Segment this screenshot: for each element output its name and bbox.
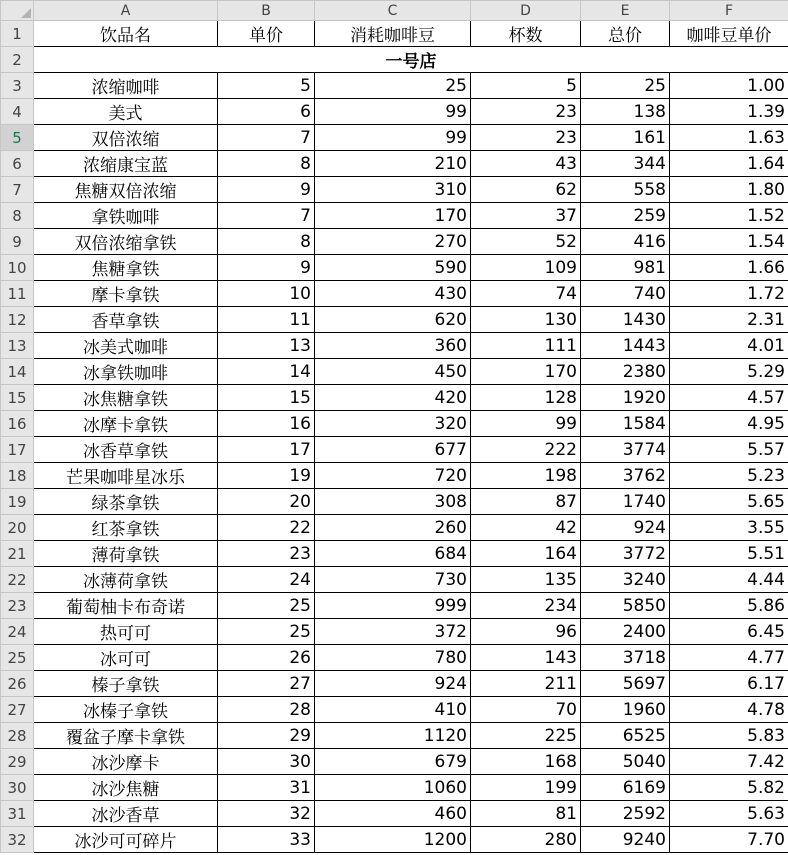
number-cell[interactable]: 7.70 bbox=[670, 827, 788, 853]
row-header-3[interactable]: 3 bbox=[1, 73, 34, 99]
table-row bbox=[1, 619, 788, 645]
table-row bbox=[1, 645, 788, 671]
number-cell[interactable]: 13 bbox=[218, 333, 315, 359]
row-header-23[interactable]: 23 bbox=[1, 593, 34, 619]
number-cell[interactable]: 677 bbox=[315, 437, 471, 463]
row-header-22[interactable]: 22 bbox=[1, 567, 34, 593]
number-cell[interactable]: 1740 bbox=[581, 489, 670, 515]
number-cell[interactable]: 5.57 bbox=[670, 437, 788, 463]
row-header-24[interactable]: 24 bbox=[1, 619, 34, 645]
number-cell[interactable]: 23 bbox=[471, 99, 581, 125]
number-cell[interactable]: 5.63 bbox=[670, 801, 788, 827]
number-cell[interactable]: 924 bbox=[315, 671, 471, 697]
number-cell[interactable]: 24 bbox=[218, 567, 315, 593]
number-cell[interactable]: 740 bbox=[581, 281, 670, 307]
table-row bbox=[1, 99, 788, 125]
drink-name-cell[interactable]: 冰拿铁咖啡 bbox=[34, 359, 218, 385]
row-header-20[interactable]: 20 bbox=[1, 515, 34, 541]
number-cell[interactable]: 679 bbox=[315, 749, 471, 775]
column-header-d[interactable]: D bbox=[471, 1, 581, 21]
table-row bbox=[1, 73, 788, 99]
drink-name-cell[interactable]: 冰榛子拿铁 bbox=[34, 697, 218, 723]
number-cell[interactable]: 27 bbox=[218, 671, 315, 697]
number-cell[interactable]: 43 bbox=[471, 151, 581, 177]
number-cell[interactable]: 1960 bbox=[581, 697, 670, 723]
number-cell[interactable]: 684 bbox=[315, 541, 471, 567]
number-cell[interactable]: 7.42 bbox=[670, 749, 788, 775]
number-cell[interactable]: 1584 bbox=[581, 411, 670, 437]
table-row bbox=[1, 307, 788, 333]
number-cell[interactable]: 3.55 bbox=[670, 515, 788, 541]
number-cell[interactable]: 5.83 bbox=[670, 723, 788, 749]
drink-name-cell[interactable]: 冰可可 bbox=[34, 645, 218, 671]
store-title-cell[interactable]: 一号店 bbox=[34, 47, 788, 73]
number-cell[interactable]: 6169 bbox=[581, 775, 670, 801]
number-cell[interactable]: 3772 bbox=[581, 541, 670, 567]
row-header-12[interactable]: 12 bbox=[1, 307, 34, 333]
number-cell[interactable]: 310 bbox=[315, 177, 471, 203]
row-header-8[interactable]: 8 bbox=[1, 203, 34, 229]
number-cell[interactable]: 87 bbox=[471, 489, 581, 515]
row-header-9[interactable]: 9 bbox=[1, 229, 34, 255]
number-cell[interactable]: 1.72 bbox=[670, 281, 788, 307]
number-cell[interactable]: 10 bbox=[218, 281, 315, 307]
number-cell[interactable]: 6.45 bbox=[670, 619, 788, 645]
number-cell[interactable]: 28 bbox=[218, 697, 315, 723]
number-cell[interactable]: 5 bbox=[218, 73, 315, 99]
row-header-18[interactable]: 18 bbox=[1, 463, 34, 489]
number-cell[interactable]: 199 bbox=[471, 775, 581, 801]
number-cell[interactable]: 30 bbox=[218, 749, 315, 775]
table-row bbox=[1, 723, 788, 749]
number-cell[interactable]: 1.63 bbox=[670, 125, 788, 151]
table-row bbox=[1, 437, 788, 463]
number-cell[interactable]: 99 bbox=[315, 99, 471, 125]
drink-name-cell[interactable]: 冰香草拿铁 bbox=[34, 437, 218, 463]
row-header-31[interactable]: 31 bbox=[1, 801, 34, 827]
number-cell[interactable]: 2400 bbox=[581, 619, 670, 645]
number-cell[interactable]: 37 bbox=[471, 203, 581, 229]
number-cell[interactable]: 22 bbox=[218, 515, 315, 541]
number-cell[interactable]: 260 bbox=[315, 515, 471, 541]
header-cell[interactable]: 单价 bbox=[218, 21, 315, 47]
number-cell[interactable]: 52 bbox=[471, 229, 581, 255]
row-header-27[interactable]: 27 bbox=[1, 697, 34, 723]
number-cell[interactable]: 210 bbox=[315, 151, 471, 177]
table-row bbox=[1, 125, 788, 151]
table-row bbox=[1, 177, 788, 203]
number-cell[interactable]: 8 bbox=[218, 151, 315, 177]
number-cell[interactable]: 410 bbox=[315, 697, 471, 723]
table-row bbox=[1, 333, 788, 359]
number-cell[interactable]: 730 bbox=[315, 567, 471, 593]
row-header-11[interactable]: 11 bbox=[1, 281, 34, 307]
column-header-e[interactable]: E bbox=[581, 1, 670, 21]
column-header-b[interactable]: B bbox=[218, 1, 315, 21]
number-cell[interactable]: 29 bbox=[218, 723, 315, 749]
number-cell[interactable]: 23 bbox=[218, 541, 315, 567]
number-cell[interactable]: 3774 bbox=[581, 437, 670, 463]
number-cell[interactable]: 1060 bbox=[315, 775, 471, 801]
number-cell[interactable]: 4.77 bbox=[670, 645, 788, 671]
number-cell[interactable]: 1443 bbox=[581, 333, 670, 359]
number-cell[interactable]: 280 bbox=[471, 827, 581, 853]
number-cell[interactable]: 1430 bbox=[581, 307, 670, 333]
number-cell[interactable]: 17 bbox=[218, 437, 315, 463]
number-cell[interactable]: 1920 bbox=[581, 385, 670, 411]
row-header-5[interactable]: 5 bbox=[1, 125, 34, 151]
number-cell[interactable]: 211 bbox=[471, 671, 581, 697]
number-cell[interactable]: 8 bbox=[218, 229, 315, 255]
number-cell[interactable]: 5 bbox=[471, 73, 581, 99]
drink-name-cell[interactable]: 冰沙香草 bbox=[34, 801, 218, 827]
table-row bbox=[1, 827, 788, 853]
number-cell[interactable]: 5.86 bbox=[670, 593, 788, 619]
number-cell[interactable]: 168 bbox=[471, 749, 581, 775]
drink-name-cell[interactable]: 绿茶拿铁 bbox=[34, 489, 218, 515]
table-row bbox=[1, 385, 788, 411]
table-row bbox=[1, 411, 788, 437]
number-cell[interactable]: 590 bbox=[315, 255, 471, 281]
table-row bbox=[1, 151, 788, 177]
number-cell[interactable]: 16 bbox=[218, 411, 315, 437]
row-header-28[interactable]: 28 bbox=[1, 723, 34, 749]
header-cell[interactable]: 消耗咖啡豆 bbox=[315, 21, 471, 47]
number-cell[interactable]: 420 bbox=[315, 385, 471, 411]
number-cell[interactable]: 3718 bbox=[581, 645, 670, 671]
number-cell[interactable]: 6 bbox=[218, 99, 315, 125]
number-cell[interactable]: 7 bbox=[218, 125, 315, 151]
number-cell[interactable]: 234 bbox=[471, 593, 581, 619]
number-cell[interactable]: 81 bbox=[471, 801, 581, 827]
number-cell[interactable]: 3762 bbox=[581, 463, 670, 489]
number-cell[interactable]: 25 bbox=[581, 73, 670, 99]
number-cell[interactable]: 96 bbox=[471, 619, 581, 645]
number-cell[interactable]: 372 bbox=[315, 619, 471, 645]
number-cell[interactable]: 170 bbox=[471, 359, 581, 385]
row-header-19[interactable]: 19 bbox=[1, 489, 34, 515]
row-header-14[interactable]: 14 bbox=[1, 359, 34, 385]
number-cell[interactable]: 11 bbox=[218, 307, 315, 333]
number-cell[interactable]: 15 bbox=[218, 385, 315, 411]
number-cell[interactable]: 1.64 bbox=[670, 151, 788, 177]
drink-name-cell[interactable]: 芒果咖啡星冰乐 bbox=[34, 463, 218, 489]
number-cell[interactable]: 3240 bbox=[581, 567, 670, 593]
number-cell[interactable]: 720 bbox=[315, 463, 471, 489]
number-cell[interactable]: 1.80 bbox=[670, 177, 788, 203]
number-cell[interactable]: 450 bbox=[315, 359, 471, 385]
number-cell[interactable]: 70 bbox=[471, 697, 581, 723]
number-cell[interactable]: 270 bbox=[315, 229, 471, 255]
number-cell[interactable]: 161 bbox=[581, 125, 670, 151]
drink-name-cell[interactable]: 冰沙摩卡 bbox=[34, 749, 218, 775]
number-cell[interactable]: 4.57 bbox=[670, 385, 788, 411]
number-cell[interactable]: 4.95 bbox=[670, 411, 788, 437]
number-cell[interactable]: 170 bbox=[315, 203, 471, 229]
number-cell[interactable]: 780 bbox=[315, 645, 471, 671]
row-header-2[interactable]: 2 bbox=[1, 47, 34, 73]
header-cell[interactable]: 总价 bbox=[581, 21, 670, 47]
number-cell[interactable]: 4.01 bbox=[670, 333, 788, 359]
number-cell[interactable]: 5.29 bbox=[670, 359, 788, 385]
number-cell[interactable]: 1200 bbox=[315, 827, 471, 853]
number-cell[interactable]: 109 bbox=[471, 255, 581, 281]
number-cell[interactable]: 225 bbox=[471, 723, 581, 749]
drink-name-cell[interactable]: 摩卡拿铁 bbox=[34, 281, 218, 307]
table-row bbox=[1, 255, 788, 281]
drink-name-cell[interactable]: 焦糖双倍浓缩 bbox=[34, 177, 218, 203]
number-cell[interactable]: 4.44 bbox=[670, 567, 788, 593]
number-cell[interactable]: 360 bbox=[315, 333, 471, 359]
number-cell[interactable]: 130 bbox=[471, 307, 581, 333]
number-cell[interactable]: 6525 bbox=[581, 723, 670, 749]
row-header-21[interactable]: 21 bbox=[1, 541, 34, 567]
number-cell[interactable]: 416 bbox=[581, 229, 670, 255]
drink-name-cell[interactable]: 葡萄柚卡布奇诺 bbox=[34, 593, 218, 619]
number-cell[interactable]: 9240 bbox=[581, 827, 670, 853]
row-header-15[interactable]: 15 bbox=[1, 385, 34, 411]
number-cell[interactable]: 23 bbox=[471, 125, 581, 151]
number-cell[interactable]: 99 bbox=[471, 411, 581, 437]
number-cell[interactable]: 62 bbox=[471, 177, 581, 203]
table-row bbox=[1, 203, 788, 229]
number-cell[interactable]: 5.82 bbox=[670, 775, 788, 801]
number-cell[interactable]: 1.39 bbox=[670, 99, 788, 125]
number-cell[interactable]: 19 bbox=[218, 463, 315, 489]
number-cell[interactable]: 32 bbox=[218, 801, 315, 827]
drink-name-cell[interactable]: 美式 bbox=[34, 99, 218, 125]
number-cell[interactable]: 320 bbox=[315, 411, 471, 437]
number-cell[interactable]: 4.78 bbox=[670, 697, 788, 723]
number-cell[interactable]: 164 bbox=[471, 541, 581, 567]
number-cell[interactable]: 222 bbox=[471, 437, 581, 463]
number-cell[interactable]: 5.51 bbox=[670, 541, 788, 567]
number-cell[interactable]: 26 bbox=[218, 645, 315, 671]
header-cell[interactable]: 咖啡豆单价 bbox=[670, 21, 788, 47]
number-cell[interactable]: 25 bbox=[315, 73, 471, 99]
drink-name-cell[interactable]: 冰焦糖拿铁 bbox=[34, 385, 218, 411]
number-cell[interactable]: 5.23 bbox=[670, 463, 788, 489]
number-cell[interactable]: 138 bbox=[581, 99, 670, 125]
row-header-26[interactable]: 26 bbox=[1, 671, 34, 697]
number-cell[interactable]: 5850 bbox=[581, 593, 670, 619]
number-cell[interactable]: 198 bbox=[471, 463, 581, 489]
drink-name-cell[interactable]: 双倍浓缩拿铁 bbox=[34, 229, 218, 255]
number-cell[interactable]: 2380 bbox=[581, 359, 670, 385]
table-row bbox=[1, 515, 788, 541]
number-cell[interactable]: 5040 bbox=[581, 749, 670, 775]
row-header-1[interactable]: 1 bbox=[1, 21, 34, 47]
number-cell[interactable]: 5.65 bbox=[670, 489, 788, 515]
header-cell[interactable]: 杯数 bbox=[471, 21, 581, 47]
number-cell[interactable]: 7 bbox=[218, 203, 315, 229]
column-header-f[interactable]: F bbox=[670, 1, 788, 21]
drink-name-cell[interactable]: 冰沙焦糖 bbox=[34, 775, 218, 801]
number-cell[interactable]: 981 bbox=[581, 255, 670, 281]
table-row bbox=[1, 801, 788, 827]
drink-name-cell[interactable]: 冰薄荷拿铁 bbox=[34, 567, 218, 593]
drink-name-cell[interactable]: 冰美式咖啡 bbox=[34, 333, 218, 359]
drink-name-cell[interactable]: 焦糖拿铁 bbox=[34, 255, 218, 281]
row-header-17[interactable]: 17 bbox=[1, 437, 34, 463]
table-row bbox=[1, 489, 788, 515]
row-header-7[interactable]: 7 bbox=[1, 177, 34, 203]
drink-name-cell[interactable]: 冰沙可可碎片 bbox=[34, 827, 218, 853]
table-row bbox=[1, 281, 788, 307]
number-cell[interactable]: 25 bbox=[218, 593, 315, 619]
number-cell[interactable]: 33 bbox=[218, 827, 315, 853]
table-row bbox=[1, 541, 788, 567]
row-header-4[interactable]: 4 bbox=[1, 99, 34, 125]
number-cell[interactable]: 620 bbox=[315, 307, 471, 333]
number-cell[interactable]: 1.54 bbox=[670, 229, 788, 255]
number-cell[interactable]: 143 bbox=[471, 645, 581, 671]
number-cell[interactable]: 1120 bbox=[315, 723, 471, 749]
number-cell[interactable]: 924 bbox=[581, 515, 670, 541]
table-row bbox=[1, 697, 788, 723]
table-row bbox=[1, 775, 788, 801]
number-cell[interactable]: 2.31 bbox=[670, 307, 788, 333]
row-header-29[interactable]: 29 bbox=[1, 749, 34, 775]
number-cell[interactable]: 558 bbox=[581, 177, 670, 203]
number-cell[interactable]: 42 bbox=[471, 515, 581, 541]
number-cell[interactable]: 5697 bbox=[581, 671, 670, 697]
row-header-10[interactable]: 10 bbox=[1, 255, 34, 281]
drink-name-cell[interactable]: 双倍浓缩 bbox=[34, 125, 218, 151]
number-cell[interactable]: 999 bbox=[315, 593, 471, 619]
number-cell[interactable]: 135 bbox=[471, 567, 581, 593]
drink-name-cell[interactable]: 红茶拿铁 bbox=[34, 515, 218, 541]
table-row bbox=[1, 671, 788, 697]
number-cell[interactable]: 20 bbox=[218, 489, 315, 515]
number-cell[interactable]: 6.17 bbox=[670, 671, 788, 697]
row-header-30[interactable]: 30 bbox=[1, 775, 34, 801]
column-header-c[interactable]: C bbox=[315, 1, 471, 21]
row-header-16[interactable]: 16 bbox=[1, 411, 34, 437]
table-row bbox=[1, 567, 788, 593]
number-cell[interactable]: 31 bbox=[218, 775, 315, 801]
drink-name-cell[interactable]: 拿铁咖啡 bbox=[34, 203, 218, 229]
drink-name-cell[interactable]: 浓缩咖啡 bbox=[34, 73, 218, 99]
table-row bbox=[1, 359, 788, 385]
number-cell[interactable]: 111 bbox=[471, 333, 581, 359]
drink-name-cell[interactable]: 热可可 bbox=[34, 619, 218, 645]
number-cell[interactable]: 259 bbox=[581, 203, 670, 229]
number-cell[interactable]: 74 bbox=[471, 281, 581, 307]
number-cell[interactable]: 344 bbox=[581, 151, 670, 177]
drink-name-cell[interactable]: 香草拿铁 bbox=[34, 307, 218, 333]
row-header-25[interactable]: 25 bbox=[1, 645, 34, 671]
number-cell[interactable]: 308 bbox=[315, 489, 471, 515]
drink-name-cell[interactable]: 榛子拿铁 bbox=[34, 671, 218, 697]
table-row bbox=[1, 749, 788, 775]
table-row bbox=[1, 463, 788, 489]
number-cell[interactable]: 1.66 bbox=[670, 255, 788, 281]
drink-name-cell[interactable]: 冰摩卡拿铁 bbox=[34, 411, 218, 437]
number-cell[interactable]: 460 bbox=[315, 801, 471, 827]
row-header-13[interactable]: 13 bbox=[1, 333, 34, 359]
number-cell[interactable]: 2592 bbox=[581, 801, 670, 827]
column-header-row bbox=[1, 1, 788, 21]
number-cell[interactable]: 99 bbox=[315, 125, 471, 151]
number-cell[interactable]: 1.52 bbox=[670, 203, 788, 229]
number-cell[interactable]: 128 bbox=[471, 385, 581, 411]
header-cell[interactable]: 饮品名 bbox=[34, 21, 218, 47]
select-all-triangle-icon bbox=[21, 8, 31, 18]
row-header-32[interactable]: 32 bbox=[1, 827, 34, 853]
number-cell[interactable]: 14 bbox=[218, 359, 315, 385]
table-header-row bbox=[1, 21, 788, 47]
table-row bbox=[1, 593, 788, 619]
drink-name-cell[interactable]: 薄荷拿铁 bbox=[34, 541, 218, 567]
number-cell[interactable]: 9 bbox=[218, 255, 315, 281]
number-cell[interactable]: 25 bbox=[218, 619, 315, 645]
number-cell[interactable]: 430 bbox=[315, 281, 471, 307]
select-all-corner[interactable] bbox=[1, 1, 34, 21]
drink-name-cell[interactable]: 覆盆子摩卡拿铁 bbox=[34, 723, 218, 749]
column-header-a[interactable]: A bbox=[34, 1, 218, 21]
row-header-6[interactable]: 6 bbox=[1, 151, 34, 177]
store-title-row bbox=[1, 47, 788, 73]
number-cell[interactable]: 9 bbox=[218, 177, 315, 203]
table-row bbox=[1, 229, 788, 255]
number-cell[interactable]: 1.00 bbox=[670, 73, 788, 99]
drink-name-cell[interactable]: 浓缩康宝蓝 bbox=[34, 151, 218, 177]
